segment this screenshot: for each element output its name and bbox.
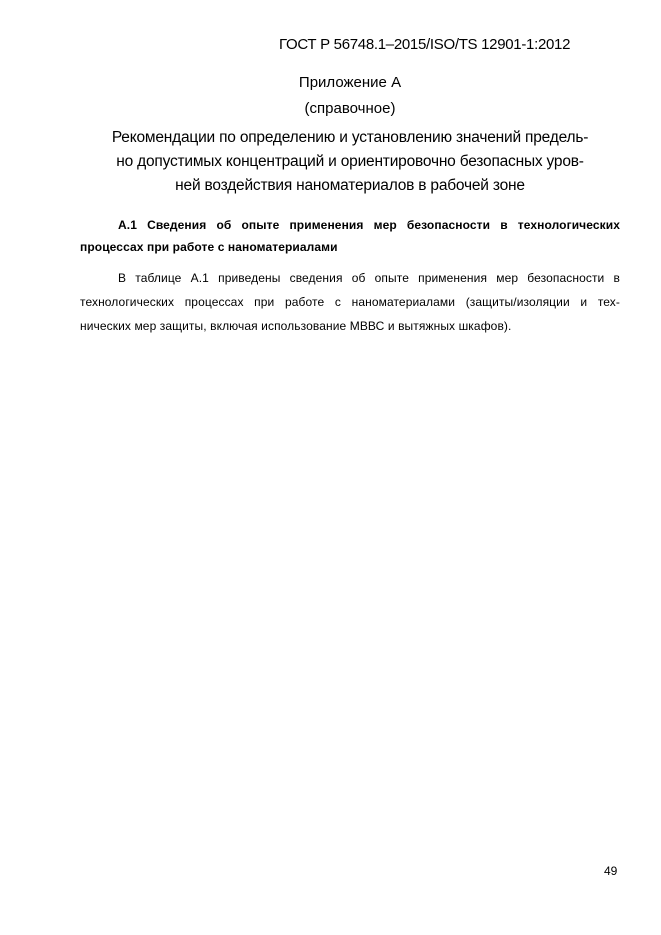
document-code-header: ГОСТ Р 56748.1–2015/ISO/TS 12901-1:2012	[279, 36, 571, 53]
body-paragraph	[80, 266, 620, 338]
annex-title: Приложение А	[298, 74, 402, 91]
body-line: технологических процессах при работе с наноматериалами (защиты/изоляции и тех-	[80, 295, 620, 309]
annex-heading	[80, 126, 620, 198]
section-heading	[80, 214, 620, 258]
annex-heading-line: Рекомендации по определению и установлению значений предель-	[111, 129, 589, 146]
body-line: нических мер защиты, включая использование МВВС и вытяжных шкафов).	[80, 319, 512, 333]
section-heading-line: А.1 Сведения об опыте применения мер безопасности в технологических	[118, 218, 620, 232]
annex-type: (справочное)	[304, 100, 396, 117]
annex-heading-line: ней воздействия наноматериалов в рабочей зоне	[175, 177, 525, 194]
body-line: В таблице А.1 приведены сведения об опыте применения мер безопасности в	[118, 271, 620, 285]
page-number: 49	[604, 864, 618, 878]
annex-heading-line: но допустимых концентраций и ориентировочно безопасных уров-	[116, 153, 584, 170]
section-heading-line: процессах при работе с наноматериалами	[80, 240, 338, 254]
